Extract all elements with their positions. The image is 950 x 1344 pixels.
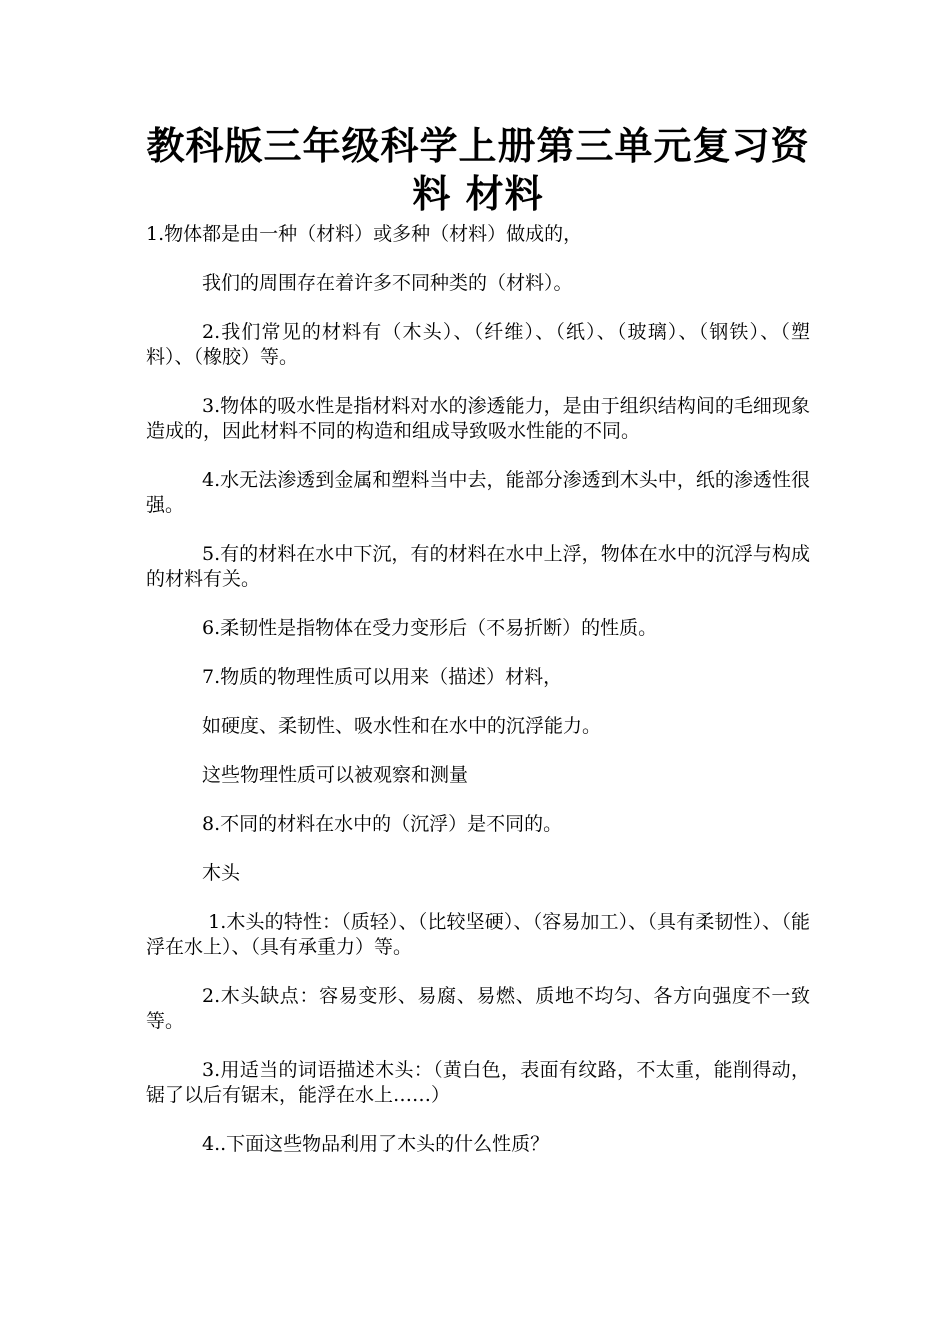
paragraph-1: 1.物体都是由一种（材料）或多种（材料）做成的，	[146, 223, 583, 245]
paragraph-13: 2.木头缺点：容易变形、易腐、易燃、质地不均匀、各方向强度不一致等。	[146, 985, 810, 1032]
paragraph-2: 我们的周围存在着许多不同种类的（材料）。	[202, 272, 573, 294]
paragraph-10: 这些物理性质可以被观察和测量	[202, 764, 469, 786]
paragraph-3: 2.我们常见的材料有（木头）、（纤维）、（纸）、（玻璃）、（钢铁）、（塑料）、（橡胶）等。	[146, 321, 810, 368]
paragraph-14: 3.用适当的词语描述木头：（黄白色，表面有纹路，不太重，能削得动，锯了以后有锯末，能浮在水上……）	[146, 1059, 810, 1106]
title-line-2: 料 材料	[412, 172, 544, 216]
paragraph-6: 5.有的材料在水中下沉，有的材料在水中上浮，物体在水中的沉浮与构成的材料有关。	[146, 543, 810, 590]
paragraph-7: 6.柔韧性是指物体在受力变形后（不易折断）的性质。	[202, 617, 658, 639]
paragraph-12: 1.木头的特性：（质轻）、（比较坚硬）、（容易加工）、（具有柔韧性）、（能浮在水上）、（具有承重力）等。	[146, 911, 810, 958]
paragraph-9: 如硬度、柔韧性、吸水性和在水中的沉浮能力。	[202, 715, 602, 737]
paragraph-5: 4.水无法渗透到金属和塑料当中去，能部分渗透到木头中，纸的渗透性很强。	[146, 469, 810, 516]
paragraph-11: 8.不同的材料在水中的（沉浮）是不同的。	[202, 813, 563, 835]
paragraph-8: 7.物质的物理性质可以用来（描述）材料，	[202, 666, 563, 688]
paragraph-15: 4..下面这些物品利用了木头的什么性质？	[202, 1133, 550, 1155]
title-line-1: 教科版三年级科学上册第三单元复习资	[146, 124, 810, 168]
paragraph-4: 3.物体的吸水性是指材料对水的渗透能力，是由于组织结构间的毛细现象造成的，因此材料不同的构造和组成导致吸水性能的不同。	[146, 395, 810, 442]
document-page	[146, 122, 810, 1157]
section-heading-wood: 木头	[202, 862, 241, 884]
document-title	[146, 122, 810, 218]
